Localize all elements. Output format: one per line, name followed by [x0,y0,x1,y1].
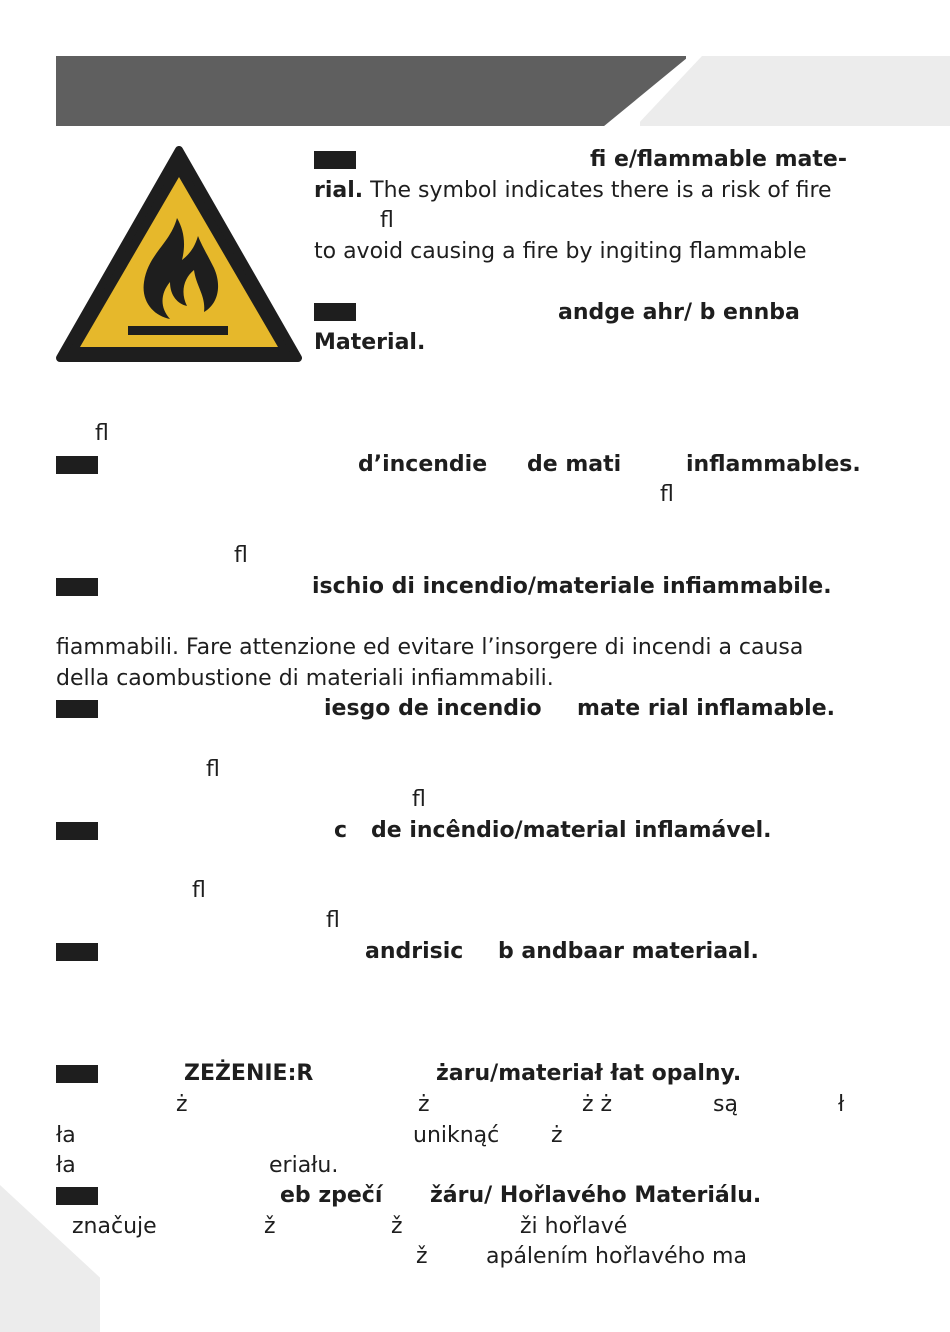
language-code-marker [56,943,98,961]
nl-heading-2: b andbaar materiaal. [498,939,759,964]
fr-heading-2: de mati [527,452,622,477]
language-code-marker [56,1187,98,1205]
pl-fragment: ł [838,1092,845,1117]
language-code-marker [314,303,356,321]
es-heading-1: iesgo de incendio [324,696,542,721]
language-code-marker [56,1065,98,1083]
pl-fragment: uniknąć [413,1123,500,1148]
cs-heading-2: žáru/ Hořlavého Materiálu. [430,1183,762,1208]
pl-fragment: ż [551,1123,563,1148]
language-code-marker [314,151,356,169]
es-line-3: fl [412,787,426,812]
pl-fragment: są [713,1092,738,1117]
page-corner-decoration [0,1185,100,1332]
header-tab [640,56,950,126]
language-code-marker [56,822,98,840]
en-heading-end: rial. [314,178,364,203]
cs-fragment: ž [416,1244,428,1269]
en-heading: fi e/flammable mate- [590,147,847,172]
cs-fragment: ž [391,1214,403,1239]
cs-fragment: apálením hořlavého ma [486,1244,747,1269]
flammable-warning-icon [56,146,302,366]
de-heading-end: Material. [314,330,426,355]
es-line-2: fl [206,757,220,782]
pl-fragment: ła [56,1153,76,1178]
en-text: The symbol indicates there is a risk of fire [363,178,832,203]
pl-fragment: eriału. [269,1153,339,1178]
en-line-3: fl [380,208,394,233]
it-text-2: della caombustione di materiali infiammabili. [56,666,554,691]
de-heading: andge ahr/ b ennba [558,300,800,325]
pl-fragment: ła [56,1123,76,1148]
pl-heading-1: ZEŻENIE:R [184,1061,314,1086]
cs-heading-1: eb zpečí [280,1183,383,1208]
language-code-marker [56,456,98,474]
language-code-marker [56,578,98,596]
fr-line-2: fl [660,482,674,507]
pt-line-2: fl [192,878,206,903]
it-line-0: fl [234,543,248,568]
en-line-2 [314,176,832,206]
fr-heading-3: inflammables. [686,452,861,477]
fr-heading-1: d’incendie [358,452,488,477]
it-text-1: fiammabili. Fare attenzione ed evitare l’insorgere di incendi a causa [56,635,804,660]
pl-fragment: ż ż [582,1092,613,1117]
cs-fragment: značuje [72,1214,157,1239]
pl-fragment: ż [176,1092,188,1117]
pt-line-3: fl [326,908,340,933]
pl-fragment: ż [418,1092,430,1117]
pl-heading-2: żaru/materiał łat opalny. [436,1061,742,1086]
nl-heading-1: andrisic [365,939,464,964]
language-code-marker [56,700,98,718]
en-line-4: to avoid causing a fire by ingiting flammable [314,239,807,264]
header-bar [56,56,686,126]
pt-heading-1: c [334,818,348,843]
cs-fragment: ž [264,1214,276,1239]
it-heading: ischio di incendio/materiale infiammabile. [312,574,832,599]
es-heading-2: mate rial inflamable. [577,696,835,721]
pt-heading-2: de incêndio/material inflamável. [371,818,772,843]
fr-line-0: fl [95,421,109,446]
cs-fragment: ži hořlavé [520,1214,628,1239]
